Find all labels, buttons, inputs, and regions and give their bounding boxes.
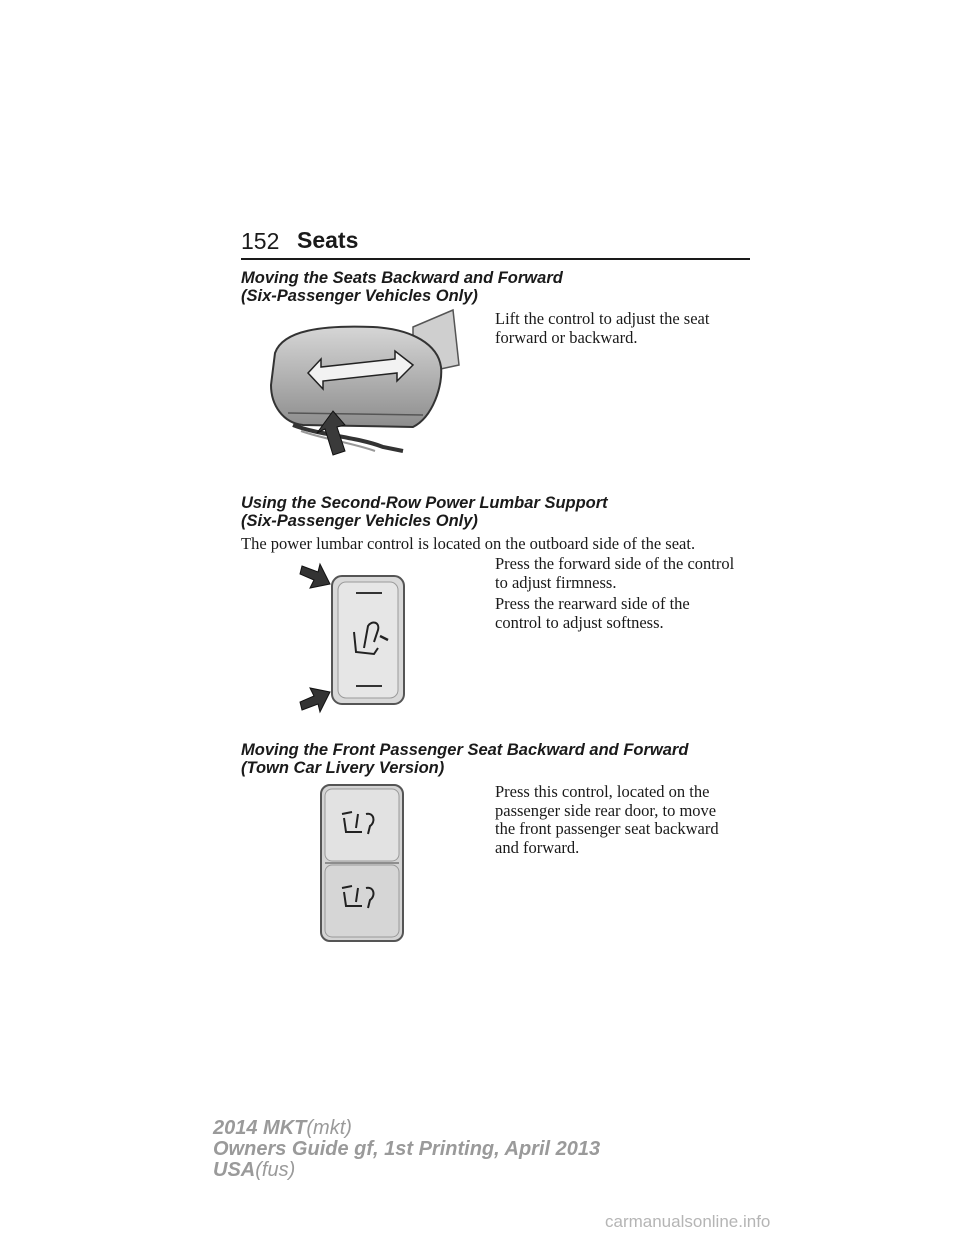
footer-market: USA [213,1159,256,1181]
section-2-heading-line2: (Six-Passenger Vehicles Only) [241,512,478,530]
front-passenger-seat-control-illustration [318,782,406,944]
section-2-heading [241,494,608,530]
footer-market-code: (fus) [255,1159,296,1181]
section-2-text-1: Press the forward side of the control to adjust firmness. [495,554,735,592]
section-1-text: Lift the control to adjust the seat forward or backward. [495,309,710,347]
section-3-heading-line1: Moving the Front Passenger Seat Backward and Forward [241,741,689,759]
section-2-heading-line1: Using the Second-Row Power Lumbar Support [241,494,608,512]
header-rule [241,258,750,260]
page-number: 152 [241,228,280,254]
section-3-heading [241,741,688,777]
footer-model-code: (mkt) [306,1117,352,1139]
section-1-heading-line2: (Six-Passenger Vehicles Only) [241,287,478,305]
section-2-intro: The power lumbar control is located on the outboard side of the seat. [241,534,696,553]
section-1-heading [241,269,563,305]
section-2-text-2: Press the rearward side of the control to adjust softness. [495,594,690,632]
footer-model: 2014 MKT [213,1117,307,1139]
seat-slide-illustration [263,305,463,463]
footer-line-3 [213,1160,295,1181]
watermark: carmanualsonline.info [605,1212,771,1231]
footer-line-2: Owners Guide gf, 1st Printing, April 2013 [213,1138,601,1160]
section-3-text: Press this control, located on the passenger side rear door, to move the front passenger seat backward and forward. [495,782,719,857]
section-1-heading-line1: Moving the Seats Backward and Forward [241,269,563,287]
section-title: Seats [297,227,359,253]
lumbar-control-illustration [298,560,418,720]
section-3-heading-line2: (Town Car Livery Version) [241,759,445,777]
footer-line-1 [213,1118,352,1139]
